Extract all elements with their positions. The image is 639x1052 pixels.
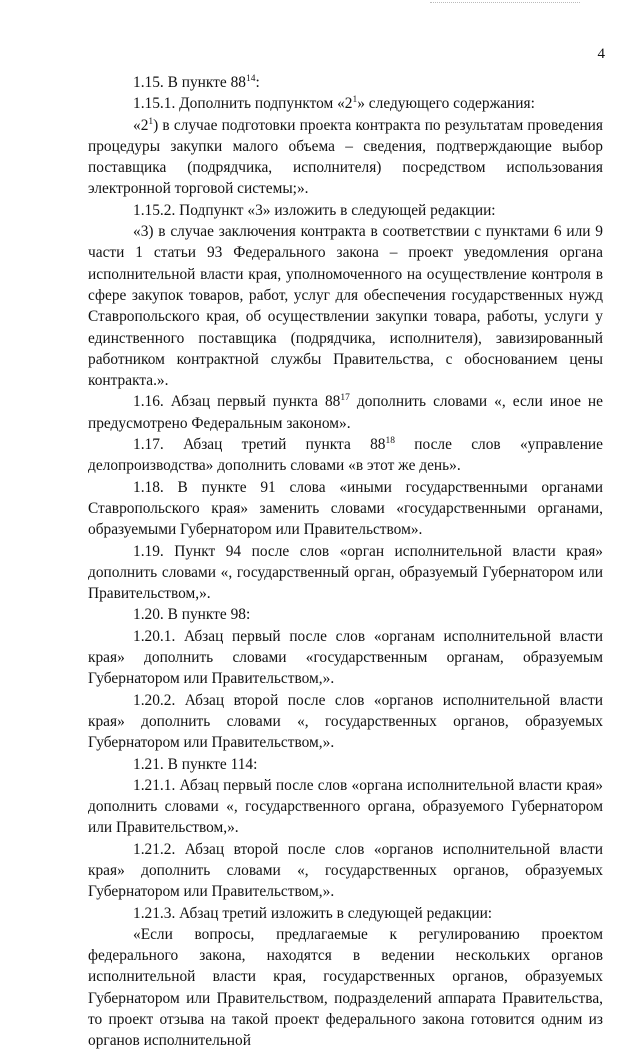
- paragraph-3-text: «3) в случае заключения контракта в соответствии с пунктами 6 или 9 части 1 статьи 93 Федерального закона – проект уведомления органа исполнительной власти края, уполномоченного на осуществление контроля в сфере закупок товаров, работ, услуг для обеспечения государственных нужд Ставропольского края, об осуществлении закупки товара, работы, услуги у единственного поставщика (подрядчика, исполнителя), завизированный работником контрактной службы Правительства, с обоснованием цены контракта.».: [88, 223, 603, 390]
- paragraph-1-19: 1.19. Пункт 94 после слов «орган исполнительной власти края» дополнить словами «, государственный орган, образуемый Губернатором или Правительством,».: [88, 542, 603, 603]
- paragraph-1-17: 1.17. Абзац третий пункта $88^{18}$ после слов «управление делопроизводства» дополнить словами «в этот же день».: [88, 436, 603, 475]
- paragraph-1-20-2: 1.20.2. Абзац второй после слов «органов исполнительной власти края» дополнить словами «, государственных органов, образуемых Губернатором или Правительством,».: [88, 691, 603, 752]
- paragraph-1-16: 1.16. Абзац первый пункта $88^{17}$ дополнить словами «, если иное не предусмотрено Федеральным законом».: [88, 393, 604, 432]
- paragraph-1-21-1: 1.21.1. Абзац первый после слов «органа исполнительной власти края» дополнить словами «, государственного органа, образуемого Губернатором или Правительством,».: [88, 776, 603, 837]
- paragraph-1-21: 1.21. В пункте 114:: [133, 755, 258, 773]
- paragraph-1-21-3: 1.21.3. Абзац третий изложить в следующей редакции:: [133, 904, 493, 922]
- paragraph-quote-text: «Если вопросы, предлагаемые к регулированию проектом федерального закона, находятся в ведении нескольких органов исполнительной власти края, государственных органов, образуемых Губернатором или Правительством, подразделений аппарата Правительства, то проект отзыва на такой проект федерального закона готовится одним из органов исполнительной: [88, 925, 603, 1050]
- paragraph-1-20-1: 1.20.1. Абзац первый после слов «органам исполнительной власти края» дополнить словами «государственным органам, образуемым Губернатором или Правительством,».: [88, 627, 603, 688]
- paragraph-2-1-text: «$2^1$) в случае подготовки проекта контракта по результатам проведения процедуры закупки малого объема – сведения, подтверждающие выбор поставщика (подрядчика, исполнителя) посредством использования электронной торговой системы;».: [88, 116, 603, 198]
- paragraph-1-15: 1.15. В пункте $88^{14}$:: [133, 74, 260, 91]
- page-number: 4: [597, 46, 605, 62]
- paragraph-1-15-1: 1.15.1. Дополнить подпунктом «$2^1$» следующего содержания:: [133, 95, 535, 113]
- paragraph-1-20: 1.20. В пункте 98:: [133, 606, 251, 624]
- top-edge-line: [430, 2, 580, 4]
- paragraph-1-21-2: 1.21.2. Абзац второй после слов «органов исполнительной власти края» дополнить словами «, государственных органов, образуемых Губернатором или Правительством,».: [88, 840, 603, 901]
- paragraph-1-18: 1.18. В пункте 91 слова «иными государственными органами Ставропольского края» заменить словами «государственными органами, образуемыми Губернатором или Правительством».: [88, 478, 603, 539]
- paragraph-1-15-2: 1.15.2. Подпункт «3» изложить в следующей редакции:: [133, 201, 496, 219]
